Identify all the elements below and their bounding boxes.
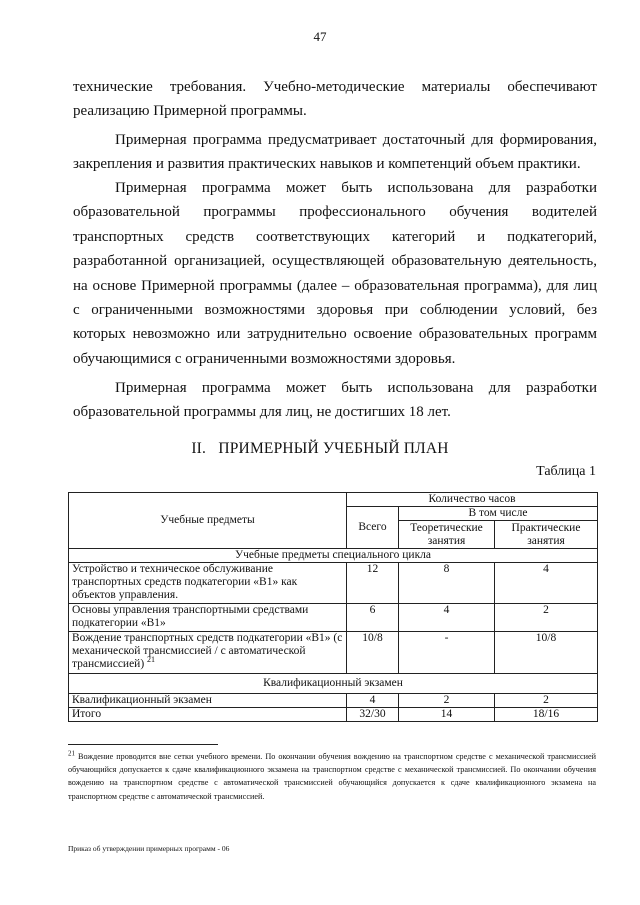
hours-practice: 4 bbox=[495, 563, 598, 604]
body-paragraph-3 bbox=[73, 176, 597, 371]
hours-total: 32/30 bbox=[347, 708, 399, 722]
footnote bbox=[68, 750, 596, 803]
hours-theory: 4 bbox=[399, 604, 495, 632]
table-total-row bbox=[69, 708, 598, 722]
body-paragraph-4 bbox=[73, 376, 597, 425]
hours-theory: - bbox=[399, 632, 495, 674]
hours-practice: 2 bbox=[495, 694, 598, 708]
subject-name: Устройство и техническое обслуживание транспортных средств подкатегории «В1» как объектов управления. bbox=[69, 563, 347, 604]
paragraph-text: Примерная программа предусматривает достаточный для формирования, закрепления и развития практических навыков и компетенций объем практики. bbox=[73, 132, 597, 173]
hours-theory: 8 bbox=[399, 563, 495, 604]
table-section-row bbox=[69, 674, 598, 694]
table-header-row bbox=[69, 493, 598, 507]
section-heading: II. ПРИМЕРНЫЙ УЧЕБНЫЙ ПЛАН bbox=[191, 440, 449, 457]
table-row bbox=[69, 694, 598, 708]
table-caption: Таблица 1 bbox=[536, 464, 596, 479]
header-including: В том числе bbox=[399, 507, 598, 521]
hours-total: 10/8 bbox=[347, 632, 399, 674]
footnote-ref: 21 bbox=[147, 655, 156, 665]
total-label: Итого bbox=[69, 708, 347, 722]
footnote-divider bbox=[68, 744, 218, 745]
body-paragraph-2 bbox=[73, 128, 597, 177]
hours-total: 4 bbox=[347, 694, 399, 708]
page-footer: Приказ об утверждении примерных программ - 06 bbox=[68, 844, 230, 853]
hours-total: 6 bbox=[347, 604, 399, 632]
footnote-text: Вождение проводится вне сетки учебного времени. По окончании обучения вождению на транспортном средстве с механической трансмиссией обучающийся допускается к сдаче квалификационного экзамена на транспортном средстве с механической трансмиссией. По окончании обучения вождению на транспортном средстве с автоматической трансмиссией обучающийся допускается к сдаче квалификационного экзамена на транспортном средстве с автоматической трансмиссией. bbox=[68, 752, 596, 801]
header-total: Всего bbox=[347, 507, 399, 549]
section-qualification-exam: Квалификационный экзамен bbox=[69, 674, 598, 694]
hours-practice: 10/8 bbox=[495, 632, 598, 674]
paragraph-text: технические требования. Учебно-методические материалы обеспечивают реализацию Примерной программы. bbox=[73, 79, 597, 120]
subject-name: Квалификационный экзамен bbox=[69, 694, 347, 708]
table-row bbox=[69, 563, 598, 604]
footnote-number: 21 bbox=[68, 749, 75, 758]
curriculum-table bbox=[68, 492, 598, 722]
header-subjects: Учебные предметы bbox=[69, 493, 347, 549]
paragraph-text: Примерная программа может быть использована для разработки образовательной программы профессионального обучения водителей транспортных средств соответствующих категорий и подкатегорий, разработанной организацией, осуществляющей образовательную деятельность, на основе Примерной программы (далее – образовательная программа), для лиц с ограниченными возможностями здоровья при соблюдении условий, без которых невозможно или затруднительно освоение образовательных программ обучающимися с ограниченными возможностями здоровья. bbox=[73, 180, 597, 367]
hours-theory: 2 bbox=[399, 694, 495, 708]
header-hours: Количество часов bbox=[347, 493, 598, 507]
hours-practice: 2 bbox=[495, 604, 598, 632]
hours-theory: 14 bbox=[399, 708, 495, 722]
subject-name-text: Вождение транспортных средств подкатегории «В1» (с механической трансмиссией / с автоматической трансмиссией) bbox=[72, 632, 343, 670]
section-special-cycle: Учебные предметы специального цикла bbox=[69, 549, 598, 563]
paragraph-text: Примерная программа может быть использована для разработки образовательной программы для лиц, не достигших 18 лет. bbox=[73, 380, 597, 421]
body-paragraph-1 bbox=[73, 75, 597, 124]
table-row bbox=[69, 604, 598, 632]
subject-name bbox=[69, 632, 347, 674]
header-practice: Практические занятия bbox=[495, 521, 598, 549]
header-theory: Теоретические занятия bbox=[399, 521, 495, 549]
table-section-row bbox=[69, 549, 598, 563]
table-row bbox=[69, 632, 598, 674]
hours-total: 12 bbox=[347, 563, 399, 604]
hours-practice: 18/16 bbox=[495, 708, 598, 722]
subject-name: Основы управления транспортными средствами подкатегории «В1» bbox=[69, 604, 347, 632]
page-number: 47 bbox=[313, 29, 327, 44]
